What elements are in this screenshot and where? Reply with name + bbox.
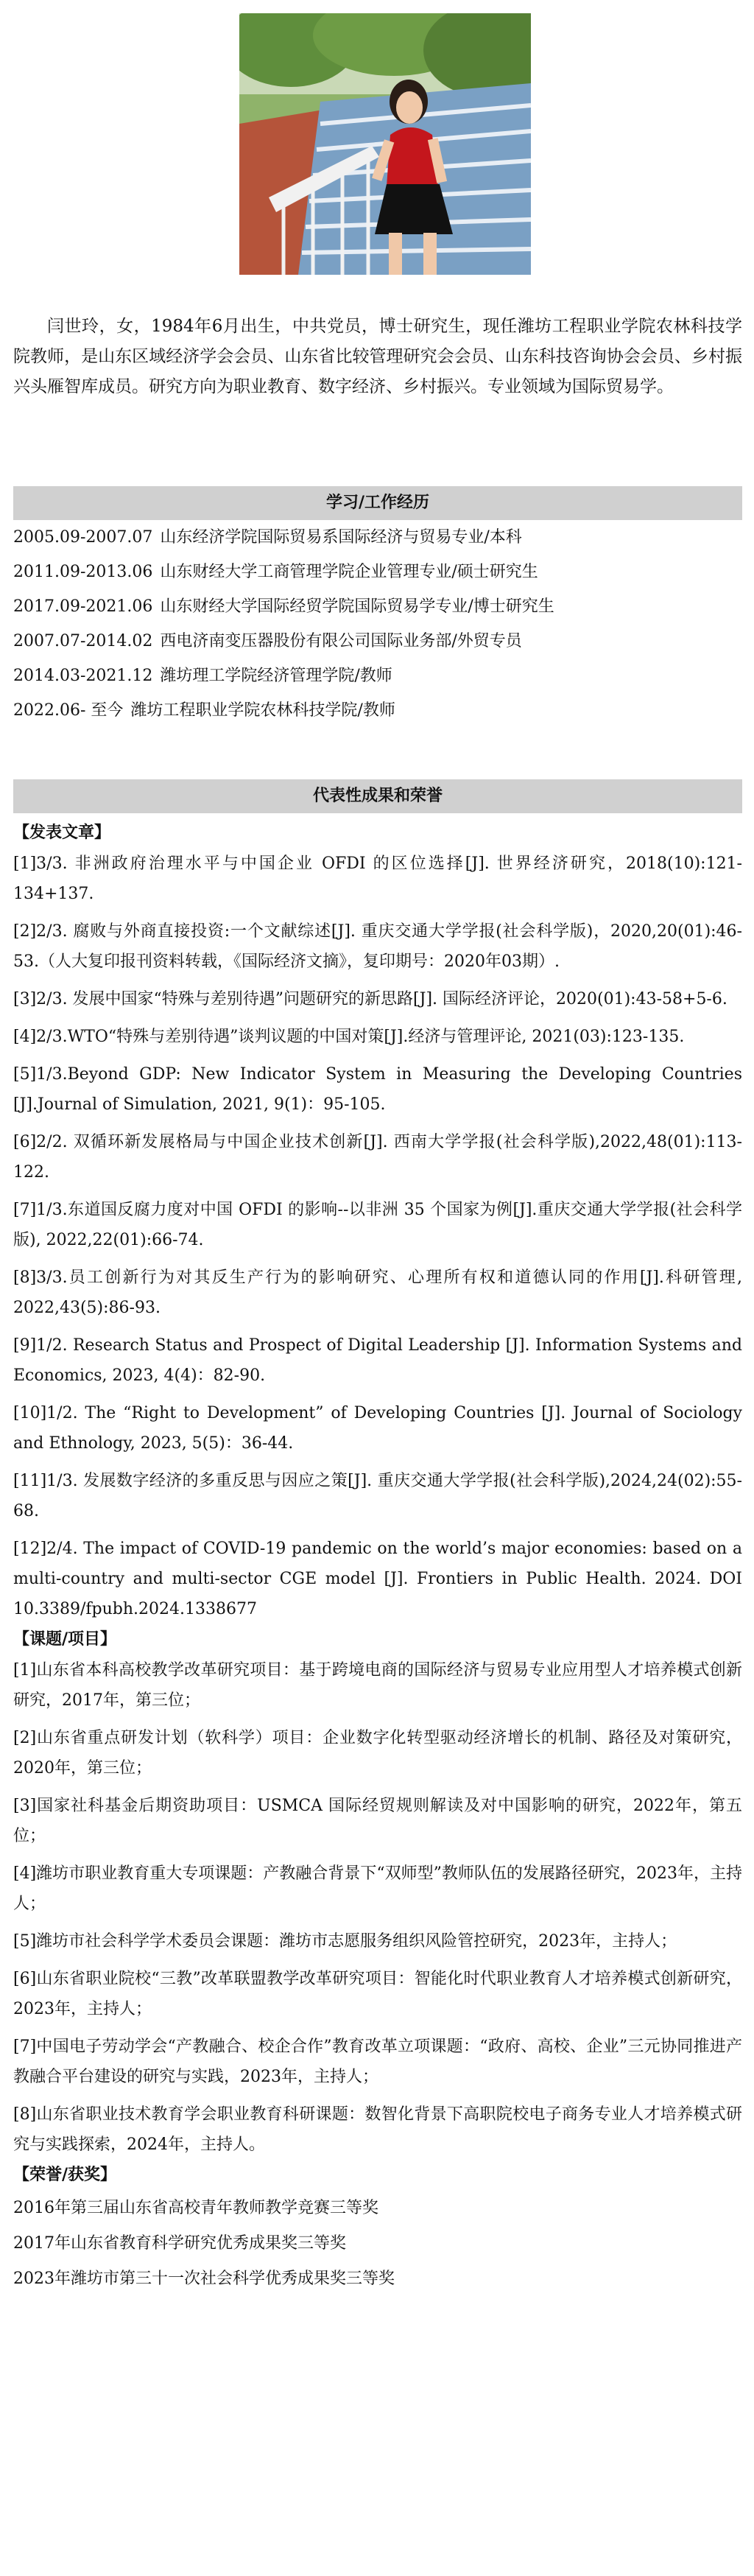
project-item: [1]山东省本科高校教学改革研究项目：基于跨境电商的国际经济与贸易专业应用型人才培养模式创新研究，2017年，第三位； [13, 1661, 742, 1710]
list-item [13, 589, 742, 624]
achievements-content [13, 818, 742, 2297]
experience-text: 潍坊理工学院经济管理学院/教师 [160, 667, 392, 685]
article-item: [3]2/3. 发展中国家“特殊与差别待遇”问题研究的新思路[J]. 国际经济评论，2020(01):43-58+5-6. [13, 990, 727, 1008]
profile-photo-image [239, 13, 531, 275]
experience-date: 2007.07-2014.02 [13, 632, 153, 650]
honor-item: 2016年第三届山东省高校青年教师教学竞赛三等奖 [13, 2199, 378, 2217]
experience-text: 山东财经大学国际经贸学院国际贸易学专业/博士研究生 [160, 597, 554, 616]
article-item: [10]1/2. The “Right to Development” of Developing Countries [J]. Journal of Sociology and Ethnology, 2023, 5(5)：36-44. [13, 1404, 742, 1453]
experience-date: 2022.06- 至今 [13, 701, 124, 720]
article-item: [2]2/3. 腐败与外商直接投资:一个文献综述[J]. 重庆交通大学学报(社会科学版)，2020,20(01):46-53.（人大复印报刊资料转载，《国际经济文摘》，复印期号：2020年03期）. [13, 922, 742, 971]
article-item: [1]3/3. 非洲政府治理水平与中国企业 OFDI 的区位选择[J]. 世界经济研究，2018(10):121-134+137. [13, 854, 742, 903]
project-item: [8]山东省职业技术教育学会职业教育科研课题：数智化背景下高职院校电子商务专业人才培养模式研究与实践探索，2024年，主持人。 [13, 2105, 742, 2154]
honors-list [13, 2191, 742, 2297]
article-item: [7]1/3.东道国反腐力度对中国 OFDI 的影响--以非洲 35 个国家为例[J].重庆交通大学学报(社会科学版), 2022,22(01):66-74. [13, 1201, 742, 1249]
experience-section-title: 学习/工作经历 [13, 486, 742, 520]
article-item: [11]1/3. 发展数字经济的多重反思与因应之策[J]. 重庆交通大学学报(社会科学版),2024,24(02):55-68. [13, 1472, 742, 1520]
article-item: [5]1/3.Beyond GDP: New Indicator System in Measuring the Developing Countries [J].Journal of Simulation, 2021, 9(1)：95-105. [13, 1065, 742, 1114]
experience-date: 2017.09-2021.06 [13, 597, 153, 616]
list-item [13, 520, 742, 555]
experience-date: 2014.03-2021.12 [13, 667, 153, 685]
profile-photo [239, 13, 531, 275]
experience-date: 2011.09-2013.06 [13, 563, 153, 581]
articles-heading: 【发表文章】 [13, 823, 111, 842]
projects-heading: 【课题/项目】 [13, 1629, 117, 1649]
project-item: [3]国家社科基金后期资助项目：USMCA 国际经贸规则解读及对中国影响的研究，2022年，第五位； [13, 1797, 742, 1845]
article-item: [4]2/3.WTO“特殊与差别待遇”谈判议题的中国对策[J].经济与管理评论, 2021(03):123-135. [13, 1028, 685, 1046]
bio-paragraph: 闫世玲，女，1984年6月出生，中共党员，博士研究生，现任潍坊工程职业学院农林科技学院教师，是山东区域经济学会会员、山东省比较管理研究会会员、山东科技咨询协会会员、乡村振兴头雁智库成员。研究方向为职业教育、数字经济、乡村振兴。专业领域为国际贸易学。 [13, 317, 742, 396]
project-item: [5]潍坊市社会科学学术委员会课题：潍坊市志愿服务组织风险管控研究，2023年，主持人； [13, 1932, 677, 1951]
articles-list [13, 849, 742, 1624]
honor-item: 2017年山东省教育科学研究优秀成果奖三等奖 [13, 2234, 346, 2253]
list-item [13, 693, 742, 728]
project-item: [6]山东省职业院校“三教”改革联盟教学改革研究项目：智能化时代职业教育人才培养模式创新研究，2023年，主持人； [13, 1970, 742, 2018]
project-item: [4]潍坊市职业教育重大专项课题：产教融合背景下“双师型”教师队伍的发展路径研究，2023年，主持人； [13, 1864, 742, 1913]
project-item: [2]山东省重点研发计划（软科学）项目：企业数字化转型驱动经济增长的机制、路径及对策研究，2020年，第三位； [13, 1729, 742, 1777]
experience-date: 2005.09-2007.07 [13, 528, 153, 547]
list-item [13, 555, 742, 589]
project-item: [7]中国电子劳动学会“产教融合、校企合作”教育改革立项课题：“政府、高校、企业”三元协同推进产教融合平台建设的研究与实践，2023年，主持人； [13, 2038, 742, 2086]
article-item: [6]2/2. 双循环新发展格局与中国企业技术创新[J]. 西南大学学报(社会科学版),2022,48(01):113-122. [13, 1133, 742, 1182]
experience-list [13, 520, 742, 728]
achievements-section-title: 代表性成果和荣誉 [13, 779, 742, 813]
list-item [13, 659, 742, 693]
experience-text: 山东经济学院国际贸易系国际经济与贸易专业/本科 [160, 528, 522, 547]
article-item: [9]1/2. Research Status and Prospect of Digital Leadership [J]. Information Systems and Economics, 2023, 4(4)：82-90. [13, 1336, 742, 1385]
projects-list [13, 1655, 742, 2160]
experience-text: 山东财经大学工商管理学院企业管理专业/硕士研究生 [160, 563, 538, 581]
experience-text: 潍坊工程职业学院农林科技学院/教师 [130, 701, 395, 720]
article-item: [12]2/4. The impact of COVID-19 pandemic on the world’s major economies: based on a multi-country and multi-sector CGE model [J]. Frontiers in Public Health. 2024. DOI 10.3389/fpubh.2024.1338677 [13, 1540, 742, 1618]
honor-item: 2023年潍坊市第三十一次社会科学优秀成果奖三等奖 [13, 2270, 395, 2288]
experience-text: 西电济南变压器股份有限公司国际业务部/外贸专员 [160, 632, 522, 650]
list-item [13, 624, 742, 659]
article-item: [8]3/3.员工创新行为对其反生产行为的影响研究、心理所有权和道德认同的作用[J].科研管理, 2022,43(5):86-93. [13, 1268, 742, 1317]
honors-heading: 【荣誉/获奖】 [13, 2165, 117, 2184]
